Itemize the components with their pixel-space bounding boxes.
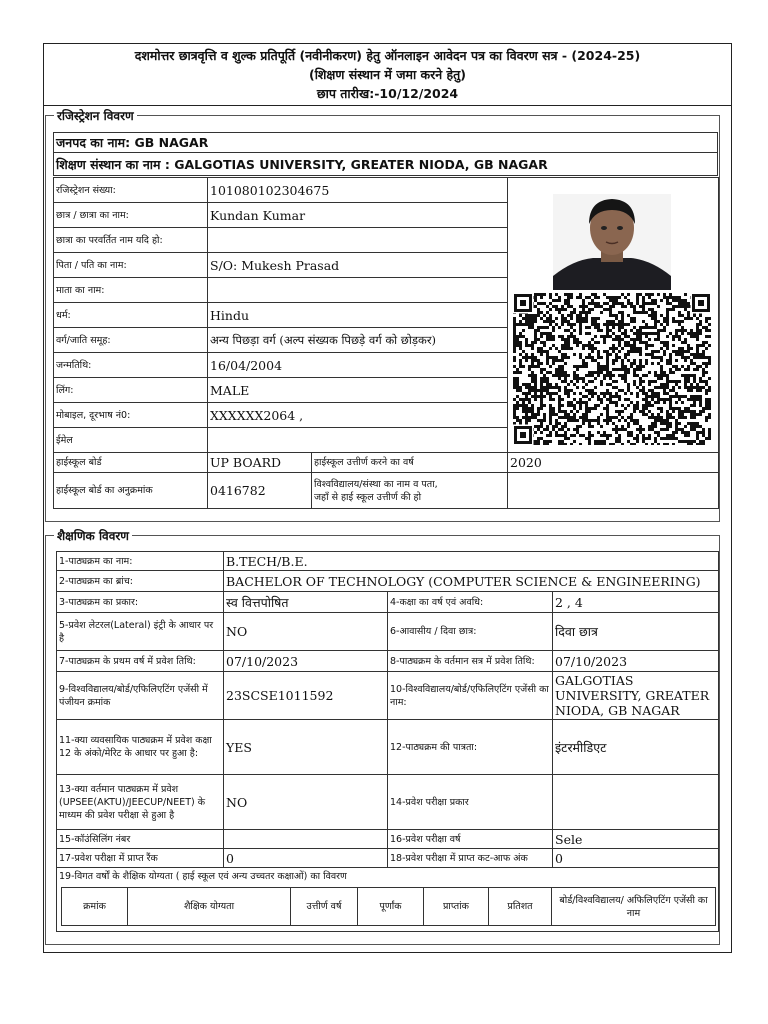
hs-roll-value: 0416782 xyxy=(208,473,312,509)
reg-value: MALE xyxy=(208,378,508,403)
qr-finder-tr xyxy=(691,293,712,314)
reg-value xyxy=(208,278,508,303)
student-photo-icon xyxy=(553,194,671,290)
hs-year-label: हाईस्कूल उत्तीर्ण करने का वर्ष xyxy=(312,453,508,473)
course-name-value: B.TECH/B.E. xyxy=(224,552,719,571)
history-table xyxy=(61,887,716,926)
reg-value xyxy=(208,428,508,453)
reg-label: छात्रा का परवर्तित नाम यदि हो: xyxy=(54,228,208,253)
current-session-date-value: 07/10/2023 xyxy=(553,651,719,672)
course-eligibility-label: 12-पाठ्यक्रम की पात्रता: xyxy=(388,720,553,775)
day-scholar-value: दिवा छात्र xyxy=(553,613,719,651)
reg-label: ईमेल xyxy=(54,428,208,453)
reg-value: अन्य पिछड़ा वर्ग (अल्प संख्यक पिछड़े वर्ग को छोड़कर) xyxy=(208,328,508,353)
reg-value: Hindu xyxy=(208,303,508,328)
reg-value: XXXXXX2064 , xyxy=(208,403,508,428)
course-branch-value: BACHELOR OF TECHNOLOGY (COMPUTER SCIENCE & ENGINEERING) xyxy=(224,571,719,592)
history-header: उत्तीर्ण वर्ष xyxy=(291,888,358,926)
course-type-value: स्व वित्तपोषित xyxy=(224,592,388,613)
exam-rank-value: 0 xyxy=(224,849,388,868)
lateral-entry-value: NO xyxy=(224,613,388,651)
history-header: बोर्ड/विश्वविद्यालय/ अफिलिएटिंग एजेंसी का नाम xyxy=(552,888,716,926)
student-photo-graphic xyxy=(553,194,671,290)
current-session-date-label: 8-पाठ्यक्रम के वर्तमान सत्र में प्रवेश तिथि: xyxy=(388,651,553,672)
reg-value xyxy=(208,228,508,253)
academic-legend: शैक्षणिक विवरण xyxy=(54,527,132,544)
district-name: जनपद का नाम: GB NAGAR xyxy=(54,133,718,153)
univ-name-label: 10-विश्वविद्यालय/बोर्ड/एफिलिएटिंग एजेंसी का नाम: xyxy=(388,672,553,720)
reg-value: 16/04/2004 xyxy=(208,353,508,378)
hs-univ-label-line2: जहाँ से हाई स्कूल उत्तीर्ण की हो xyxy=(314,491,422,503)
reg-label: माता का नाम: xyxy=(54,278,208,303)
history-header: क्रमांक xyxy=(62,888,128,926)
day-scholar-label: 6-आवासीय / दिवा छात्र: xyxy=(388,613,553,651)
qr-code-icon xyxy=(513,293,711,445)
exam-type-label: 14-प्रवेश परीक्षा प्रकार xyxy=(388,775,553,830)
counselling-no-label: 15-कॉउंसिलिंग नंबर xyxy=(57,830,224,849)
form-header xyxy=(44,44,731,106)
hs-board-label: हाईस्कूल बोर्ड xyxy=(54,453,208,473)
exam-rank-label: 17-प्रवेश परीक्षा में प्राप्त रैंक xyxy=(57,849,224,868)
history-header: शैक्षिक योग्यता xyxy=(128,888,291,926)
qr-finder-tl xyxy=(513,293,534,314)
academic-table xyxy=(56,551,719,932)
institute-name: शिक्षण संस्थान का नाम : GALGOTIAS UNIVERSITY, GREATER NIODA, GB NAGAR xyxy=(54,153,718,176)
course-name-label: 1-पाठ्यक्रम का नाम: xyxy=(57,552,224,571)
merit-admission-label: 11-क्या व्यवसायिक पाठ्यक्रम में प्रवेश कक्षा 12 के अंको/मेरिट के आधार पर हुआ है: xyxy=(57,720,224,775)
first-year-date-label: 7-पाठ्यक्रम के प्रथम वर्ष में प्रवेश तिथि: xyxy=(57,651,224,672)
course-branch-label: 2-पाठ्यक्रम का ब्रांच: xyxy=(57,571,224,592)
exam-type-value xyxy=(553,775,719,830)
reg-label: लिंग: xyxy=(54,378,208,403)
hs-year-value: 2020 xyxy=(508,453,719,473)
hs-univ-label xyxy=(312,473,508,509)
univ-name-value: GALGOTIAS UNIVERSITY, GREATER NIODA, GB NAGAR xyxy=(553,672,719,720)
lateral-entry-label: 5-प्रवेश लेटरल(Lateral) इंट्री के आधार पर है xyxy=(57,613,224,651)
header-title: दशमोत्तर छात्रवृत्ति व शुल्क प्रतिपूर्ति (नवीनीकरण) हेतु ऑनलाइन आवेदन पत्र का विवरण सत्र - (2024-25) xyxy=(134,48,641,63)
class-year-value: 2 , 4 xyxy=(553,592,719,613)
header-subtitle: (शिक्षण संस्थान में जमा करने हेतु) xyxy=(308,67,467,82)
first-year-date-value: 07/10/2023 xyxy=(224,651,388,672)
history-header: पूर्णांक xyxy=(358,888,424,926)
course-type-label: 3-पाठ्यक्रम का प्रकार: xyxy=(57,592,224,613)
class-year-label: 4-कक्षा का वर्ष एवं अवधि: xyxy=(388,592,553,613)
reg-label: जन्मतिथि: xyxy=(54,353,208,378)
district-institute-table xyxy=(53,132,718,176)
entrance-exam-label: 13-क्या वर्तमान पाठ्यक्रम में प्रवेश (UPSEE(AKTU)/JEECUP/NEET) के माध्यम की प्रवेश परीक्षा से हुआ है xyxy=(57,775,224,830)
exam-year-value: Sele xyxy=(553,830,719,849)
reg-label: धर्म: xyxy=(54,303,208,328)
univ-reg-no-value: 23SCSE1011592 xyxy=(224,672,388,720)
reg-label: वर्ग/जाति समूह: xyxy=(54,328,208,353)
qr-code-graphic xyxy=(513,293,711,445)
reg-value: S/O: Mukesh Prasad xyxy=(208,253,508,278)
counselling-no-value xyxy=(224,830,388,849)
hs-univ-label-line1: विश्वविद्यालय/संस्था का नाम व पता, xyxy=(314,478,438,490)
reg-label: पिता / पति का नाम: xyxy=(54,253,208,278)
reg-value: Kundan Kumar xyxy=(208,203,508,228)
entrance-exam-value: NO xyxy=(224,775,388,830)
history-header: प्रतिशत xyxy=(489,888,552,926)
hs-board-value: UP BOARD xyxy=(208,453,312,473)
reg-value: 101080102304675 xyxy=(208,178,508,203)
history-label: 19-विगत वर्षों के शैक्षिक योग्यता ( हाई स्कूल एवं अन्य उच्चतर कक्षाओं) का विवरण xyxy=(59,871,347,882)
reg-label: रजिस्ट्रेशन संख्या: xyxy=(54,178,208,203)
print-date: छाप तारीख:-10/12/2024 xyxy=(316,86,459,101)
course-eligibility-value: इंटरमीडिएट xyxy=(553,720,719,775)
cutoff-marks-label: 18-प्रवेश परीक्षा में प्राप्त कट-आफ अंक xyxy=(388,849,553,868)
qr-finder-bl xyxy=(513,425,534,446)
reg-label: छात्र / छात्रा का नाम: xyxy=(54,203,208,228)
reg-label: मोबाइल, दूरभाष नं0: xyxy=(54,403,208,428)
history-cell xyxy=(57,868,719,932)
hs-univ-value xyxy=(508,473,719,509)
univ-reg-no-label: 9-विश्वविद्यालय/बोर्ड/एफिलिएटिंग एजेंसी में पंजीयन क्रमांक xyxy=(57,672,224,720)
history-header: प्राप्तांक xyxy=(424,888,489,926)
hs-roll-label: हाईस्कूल बोर्ड का अनुक्रमांक xyxy=(54,473,208,509)
merit-admission-value: YES xyxy=(224,720,388,775)
registration-legend: रजिस्ट्रेशन विवरण xyxy=(54,107,137,124)
cutoff-marks-value: 0 xyxy=(553,849,719,868)
exam-year-label: 16-प्रवेश परीक्षा वर्ष xyxy=(388,830,553,849)
qr-modules xyxy=(513,293,711,445)
